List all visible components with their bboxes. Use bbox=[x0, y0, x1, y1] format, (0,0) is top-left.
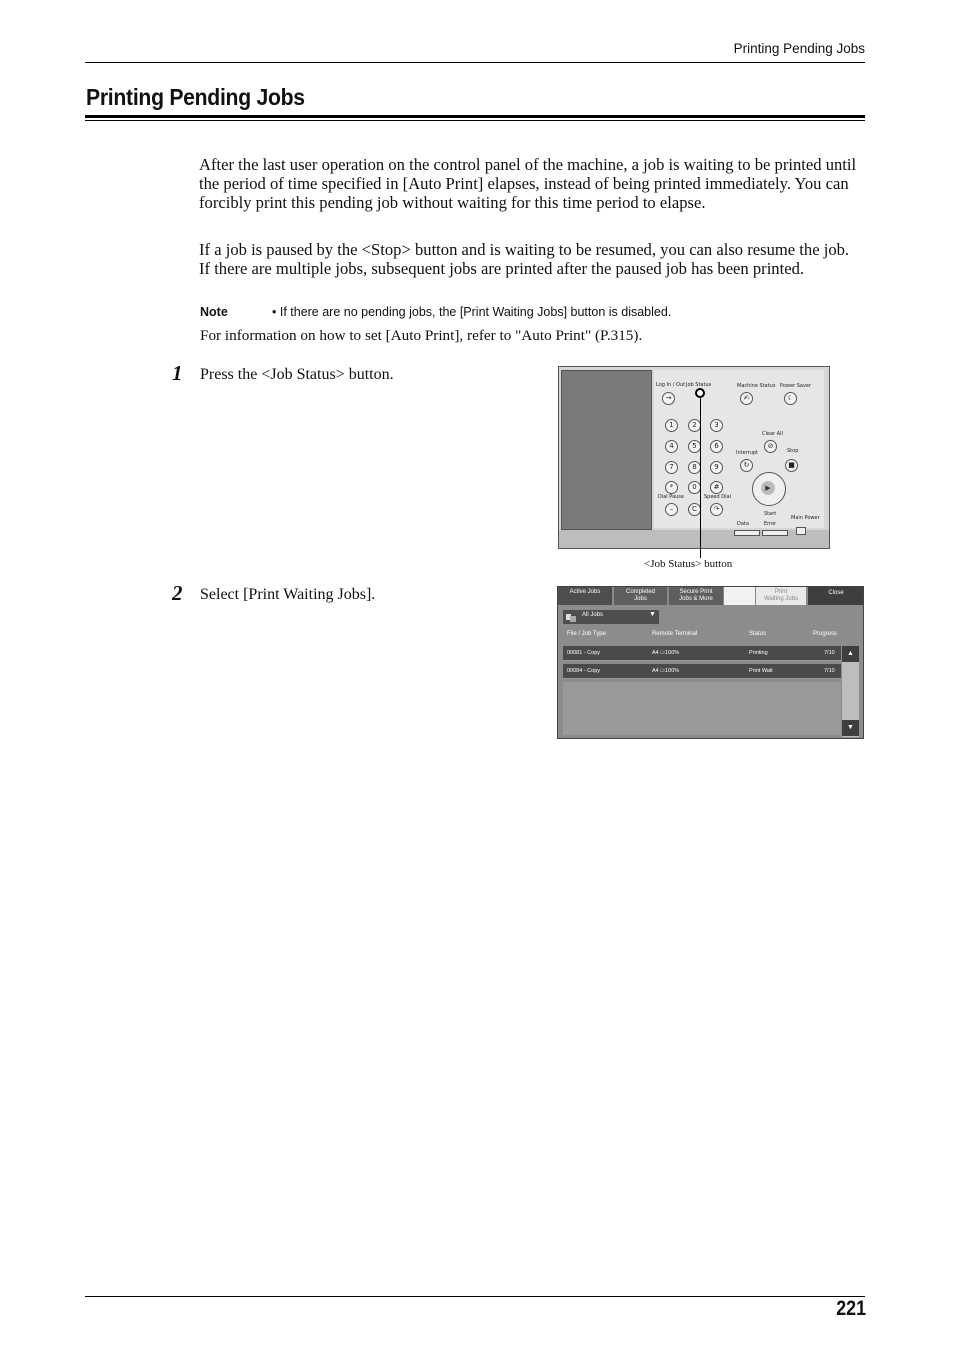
main-power-label: Main Power bbox=[791, 515, 820, 521]
empty-list-area bbox=[563, 682, 841, 735]
tab-secure-print[interactable] bbox=[669, 587, 724, 605]
column-headers bbox=[563, 631, 841, 641]
key-0[interactable]: 0 bbox=[688, 481, 701, 494]
tab-label-line: Completed bbox=[625, 589, 655, 595]
button-label-line: Print bbox=[774, 589, 788, 595]
cell-terminal: A4 □:100% bbox=[652, 668, 680, 674]
key-2[interactable]: 2 bbox=[688, 419, 701, 432]
cell-status: Print Wait bbox=[749, 668, 773, 674]
page-number: 221 bbox=[836, 1297, 866, 1320]
key-8[interactable]: 8 bbox=[688, 461, 701, 474]
key-3[interactable]: 3 bbox=[710, 419, 723, 432]
tab-label-line: Jobs bbox=[634, 596, 647, 602]
cell-terminal: A4 □:100% bbox=[652, 650, 680, 656]
login-button[interactable]: → bbox=[662, 392, 675, 405]
title-rule-thin bbox=[85, 120, 865, 121]
header-rule bbox=[85, 62, 865, 63]
jobs-filter-value: All Jobs bbox=[582, 612, 604, 618]
reference-info: For information on how to set [Auto Print], refer to "Auto Print" (P.315). bbox=[200, 327, 643, 344]
panel-bottom-edge bbox=[559, 515, 829, 548]
key-hash[interactable]: # bbox=[710, 481, 723, 494]
job-status-label: Job Status bbox=[686, 382, 712, 388]
dial-pause-button[interactable]: – bbox=[665, 503, 678, 516]
interrupt-button[interactable]: ↻ bbox=[740, 459, 753, 472]
close-button[interactable]: Close bbox=[808, 587, 864, 605]
tab-completed-jobs[interactable] bbox=[614, 587, 668, 605]
print-waiting-jobs-button[interactable] bbox=[756, 587, 807, 605]
scrollbar[interactable] bbox=[842, 646, 859, 737]
running-header: Printing Pending Jobs bbox=[733, 41, 865, 56]
keypad-panel bbox=[654, 370, 824, 528]
start-label: Start bbox=[764, 511, 777, 517]
step-number: 1 bbox=[172, 361, 183, 385]
intro-paragraph: After the last user operation on the control panel of the machine, a job is waiting to be printed until the period of time specified in [Auto Print] elapses, instead of being printed immediately. You can forcibly print this pending job without waiting for this time period to elapse. bbox=[199, 155, 857, 213]
interrupt-label: Interrupt bbox=[736, 450, 759, 456]
speed-dial-button[interactable]: ↷ bbox=[710, 503, 723, 516]
callout-line bbox=[700, 393, 701, 558]
start-icon: ▶ bbox=[761, 481, 775, 495]
power-saver-label: Power Saver bbox=[780, 383, 812, 389]
job-status-screen bbox=[557, 586, 864, 739]
key-4[interactable]: 4 bbox=[665, 440, 678, 453]
note-label: Note bbox=[200, 305, 228, 319]
cell-status: Printing bbox=[749, 650, 768, 656]
tab-active-jobs[interactable]: Active Jobs bbox=[558, 587, 613, 605]
job-status-button[interactable] bbox=[695, 388, 705, 398]
column-header-job: File / Job Type bbox=[567, 631, 606, 637]
power-saver-button[interactable]: ☾ bbox=[784, 392, 797, 405]
speed-dial-label: Speed Dial bbox=[704, 494, 731, 500]
cell-job: 00084 - Copy bbox=[567, 668, 601, 674]
column-header-terminal: Remote Terminal bbox=[652, 631, 698, 637]
data-label: Data bbox=[737, 521, 749, 527]
clear-all-label: Clear All bbox=[762, 431, 783, 437]
table-row[interactable] bbox=[563, 646, 841, 661]
button-label-line: Waiting Jobs bbox=[763, 596, 799, 602]
scroll-down-icon[interactable]: ▼ bbox=[842, 720, 859, 736]
error-label: Error bbox=[764, 521, 777, 527]
start-button[interactable] bbox=[752, 472, 786, 506]
stop-button[interactable]: ■ bbox=[785, 459, 798, 472]
tab-spacer bbox=[724, 587, 756, 605]
cell-progress: 7/10 bbox=[824, 668, 835, 674]
key-7[interactable]: 7 bbox=[665, 461, 678, 474]
data-lamp bbox=[734, 530, 760, 536]
login-label: Log In / Out bbox=[656, 382, 686, 388]
table-row[interactable] bbox=[563, 664, 841, 679]
key-6[interactable]: 6 bbox=[710, 440, 723, 453]
main-power-lamp bbox=[796, 527, 806, 535]
page-title: Printing Pending Jobs bbox=[86, 84, 305, 110]
footer-rule bbox=[85, 1296, 865, 1297]
key-clear[interactable]: C bbox=[688, 503, 701, 516]
step-number: 2 bbox=[172, 581, 183, 605]
dial-pause-label: Dial Pause bbox=[658, 494, 684, 500]
title-rule bbox=[85, 115, 865, 118]
machine-status-button[interactable]: ✍ bbox=[740, 392, 753, 405]
key-9[interactable]: 9 bbox=[710, 461, 723, 474]
dropdown-arrow-icon: ▼ bbox=[649, 611, 656, 618]
error-lamp bbox=[762, 530, 788, 536]
key-5[interactable]: 5 bbox=[688, 440, 701, 453]
touch-screen bbox=[561, 370, 652, 530]
stop-label: Stop bbox=[787, 448, 799, 454]
key-1[interactable]: 1 bbox=[665, 419, 678, 432]
key-star[interactable]: * bbox=[665, 481, 678, 494]
tab-label-line: Secure Print bbox=[679, 589, 713, 595]
machine-status-label: Machine Status bbox=[737, 383, 776, 389]
callout-label: <Job Status> button bbox=[644, 558, 733, 570]
cell-progress: 7/10 bbox=[824, 650, 835, 656]
column-header-progress: Progress bbox=[813, 631, 838, 637]
note-text: • If there are no pending jobs, the [Print Waiting Jobs] button is disabled. bbox=[272, 305, 672, 319]
tab-label-line: Jobs & More bbox=[679, 596, 713, 602]
step-text: Press the <Job Status> button. bbox=[200, 366, 394, 383]
column-header-status: Status bbox=[749, 631, 767, 637]
clear-all-button[interactable]: ⊘ bbox=[764, 440, 777, 453]
control-panel-illustration bbox=[558, 366, 830, 549]
job-list-icon bbox=[566, 612, 576, 622]
jobs-filter-dropdown[interactable] bbox=[563, 610, 659, 624]
pause-paragraph: If a job is paused by the <Stop> button and is waiting to be resumed, you can also resume the job. If there are multiple jobs, subsequent jobs are printed after the paused job has been printed. bbox=[199, 240, 850, 279]
step-text: Select [Print Waiting Jobs]. bbox=[200, 586, 376, 603]
scroll-up-icon[interactable]: ▲ bbox=[842, 646, 859, 662]
cell-job: 00081 - Copy bbox=[567, 650, 601, 656]
